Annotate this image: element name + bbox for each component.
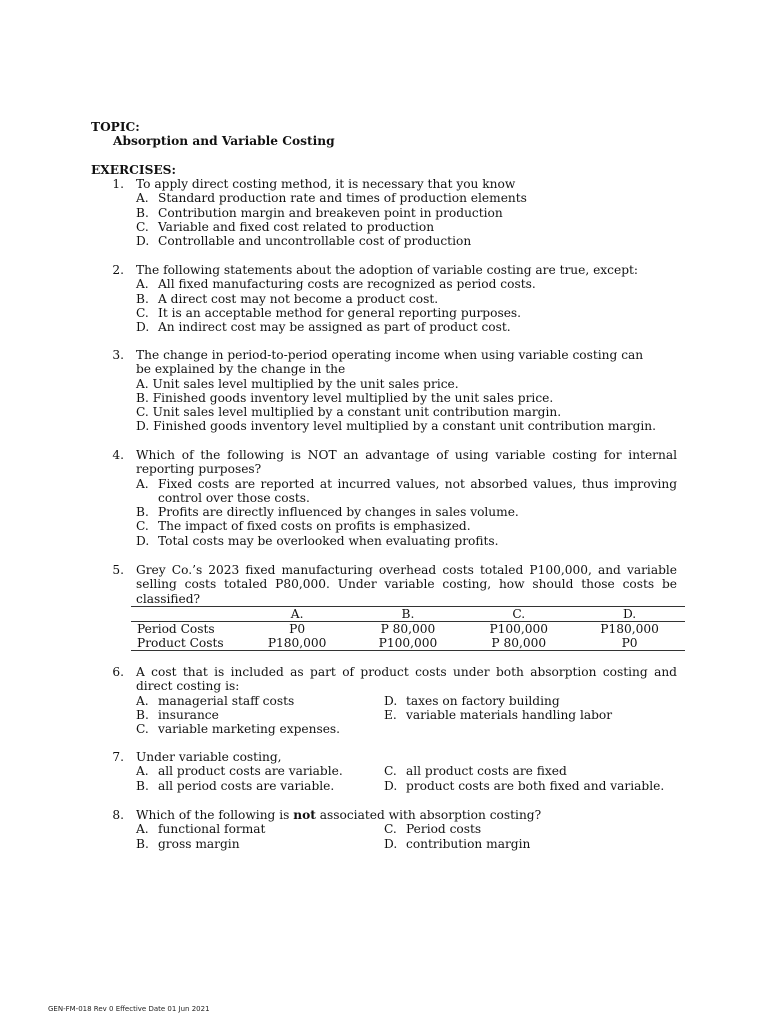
option-text: Profits are directly influenced by changes in sales volume. <box>158 505 519 520</box>
option-letter: C. <box>136 519 149 534</box>
option <box>136 320 677 334</box>
option <box>136 534 677 548</box>
table-cell: P100,000 <box>489 622 549 636</box>
question-stem: A cost that is included as part of product costs under both absorption costing and direct costing is: <box>136 665 677 694</box>
question-stem: The following statements about the adoption of variable costing are true, except: <box>136 263 639 277</box>
option-text: Standard production rate and times of production elements <box>158 191 527 206</box>
option-text: product costs are both fixed and variable. <box>406 778 665 793</box>
question-stem: Grey Co.’s 2023 fixed manufacturing overhead costs totaled P100,000, and variable selling costs totaled P80,000. Under variable costing, how should those costs be classified? <box>136 563 677 606</box>
row-label: Product Costs <box>131 636 242 651</box>
option <box>136 206 677 220</box>
question-number: 1. <box>112 177 124 191</box>
option-text: insurance <box>158 707 219 722</box>
option-text: Total costs may be overlooked when evaluating profits. <box>158 533 499 548</box>
option <box>136 694 294 708</box>
option <box>136 234 677 248</box>
option-row <box>136 708 677 722</box>
option-letter: C. <box>384 764 397 779</box>
table-header-cell: A. <box>242 607 353 622</box>
option-letter: A. <box>136 476 149 491</box>
option-letter: A. <box>136 693 149 708</box>
option <box>384 694 560 708</box>
option-letter: A. <box>136 191 149 206</box>
option-text: Variable and fixed cost related to production <box>158 219 435 234</box>
option-letter: B. <box>136 836 149 851</box>
option <box>136 764 343 778</box>
option-text: gross margin <box>158 836 240 851</box>
option <box>136 220 677 234</box>
option-letter: A. <box>136 764 149 779</box>
table-header-cell: B. <box>353 607 464 622</box>
option-letter: A. <box>136 277 149 292</box>
option <box>136 708 219 722</box>
option-row <box>136 764 677 778</box>
option <box>384 822 481 836</box>
option-letter: A. <box>136 822 149 837</box>
option-letter: C. <box>136 219 149 234</box>
option-text: The impact of fixed costs on profits is emphasized. <box>158 519 471 534</box>
option-letter: B. <box>136 291 149 306</box>
option-row <box>136 694 677 708</box>
option-text: A direct cost may not become a product cost. <box>158 291 439 306</box>
option: D. Finished goods inventory level multiplied by a constant unit contribution margin. <box>136 419 656 434</box>
question-8 <box>136 808 677 851</box>
option-text: It is an acceptable method for general reporting purposes. <box>158 305 522 320</box>
question-stem <box>136 808 677 822</box>
option-letter: D. <box>136 533 150 548</box>
option-letter: E. <box>384 707 397 722</box>
option-letter: D. <box>136 234 150 249</box>
option-letter: C. <box>136 722 149 737</box>
table-cell: P180,000 <box>242 636 353 651</box>
option <box>384 779 664 793</box>
question-number: 8. <box>112 808 124 822</box>
question-number: 3. <box>112 348 124 362</box>
table-header-cell: C. <box>463 607 574 622</box>
row-label: Period Costs <box>137 622 215 636</box>
table-header-cell: D. <box>574 607 685 622</box>
question-3 <box>136 348 656 434</box>
question-stem: Under variable costing, <box>136 750 282 764</box>
option: B. Finished goods inventory level multiplied by the unit sales price. <box>136 390 554 405</box>
option-text: Period costs <box>406 822 482 837</box>
option-letter: B. <box>136 707 149 722</box>
option <box>136 519 677 533</box>
question-stem: To apply direct costing method, it is necessary that you know <box>136 177 516 191</box>
stem-emphasis: not <box>293 808 316 822</box>
question-number: 6. <box>112 665 124 679</box>
option-letter: D. <box>384 836 398 851</box>
question-number: 2. <box>112 263 124 277</box>
document-footer: GEN-FM-018 Rev 0 Effective Date 01 Jun 2021 <box>48 1005 210 1013</box>
question-number: 7. <box>112 750 124 764</box>
option-row <box>136 822 677 836</box>
option-text: all product costs are variable. <box>158 764 343 779</box>
topic-heading: TOPIC: <box>91 120 140 134</box>
option-letter: C. <box>384 822 397 837</box>
option-letter: D. <box>384 778 398 793</box>
question-number: 5. <box>112 563 124 577</box>
option-text: All fixed manufacturing costs are recognized as period costs. <box>158 277 536 292</box>
option-row <box>136 837 677 851</box>
option <box>136 191 677 205</box>
option <box>384 708 612 722</box>
question-1 <box>136 177 677 248</box>
option-text: Controllable and uncontrollable cost of production <box>158 234 472 249</box>
option-text: all period costs are variable. <box>158 778 335 793</box>
table-cell: P100,000 <box>353 636 464 651</box>
stem-text: Which of the following is <box>136 808 294 822</box>
table-header-cell <box>131 607 242 622</box>
table-row <box>131 622 685 637</box>
table-cell: P 80,000 <box>380 622 436 636</box>
question-stem: Which of the following is NOT an advantage of using variable costing for internal reporting purposes? <box>136 448 677 477</box>
option-letter: C. <box>136 305 149 320</box>
question-2 <box>136 263 677 334</box>
option-text: Contribution margin and breakeven point in production <box>158 205 503 220</box>
option-letter: B. <box>136 205 149 220</box>
option <box>384 764 567 778</box>
option <box>136 722 340 736</box>
question-6 <box>136 665 677 736</box>
option: C. Unit sales level multiplied by a constant unit contribution margin. <box>136 405 562 420</box>
option-text: taxes on factory building <box>406 693 560 708</box>
option-letter: B. <box>136 505 149 520</box>
option-text: managerial staff costs <box>158 693 295 708</box>
option-text: Fixed costs are reported at incurred values, not absorbed values, thus improving control over those costs. <box>158 476 677 505</box>
question-7 <box>136 750 677 793</box>
topic-title: Absorption and Variable Costing <box>113 134 335 148</box>
option-letter: B. <box>136 778 149 793</box>
option <box>136 477 677 506</box>
option-letter: D. <box>384 693 398 708</box>
option-text: contribution margin <box>406 836 531 851</box>
option-text: variable materials handling labor <box>406 707 613 722</box>
table-cell: P180,000 <box>600 622 659 636</box>
option <box>136 505 677 519</box>
cost-classification-table <box>131 606 685 651</box>
table-cell: P0 <box>574 636 685 651</box>
option <box>136 779 334 793</box>
question-4 <box>136 448 677 548</box>
option-letter: D. <box>136 320 150 335</box>
table-row <box>131 636 685 651</box>
option <box>136 292 677 306</box>
option-text: all product costs are fixed <box>406 764 567 779</box>
option <box>136 277 677 291</box>
exercises-heading: EXERCISES: <box>91 163 176 177</box>
option-text: functional format <box>158 822 266 837</box>
table-header-row <box>131 607 685 622</box>
option <box>136 822 265 836</box>
question-number: 4. <box>112 448 124 462</box>
option <box>136 837 240 851</box>
question-5 <box>136 563 677 606</box>
option-row <box>136 722 677 736</box>
option <box>136 306 677 320</box>
option: A. Unit sales level multiplied by the unit sales price. <box>136 376 459 391</box>
option-text: An indirect cost may be assigned as part of product cost. <box>158 320 511 335</box>
table-cell: P0 <box>289 622 306 636</box>
option-text: variable marketing expenses. <box>158 722 341 737</box>
option <box>384 837 530 851</box>
question-stem: The change in period-to-period operating income when using variable costing can be explained by the change in the <box>136 348 644 377</box>
stem-text: associated with absorption costing? <box>315 808 542 822</box>
table-cell: P 80,000 <box>463 636 574 651</box>
option-row <box>136 779 677 793</box>
